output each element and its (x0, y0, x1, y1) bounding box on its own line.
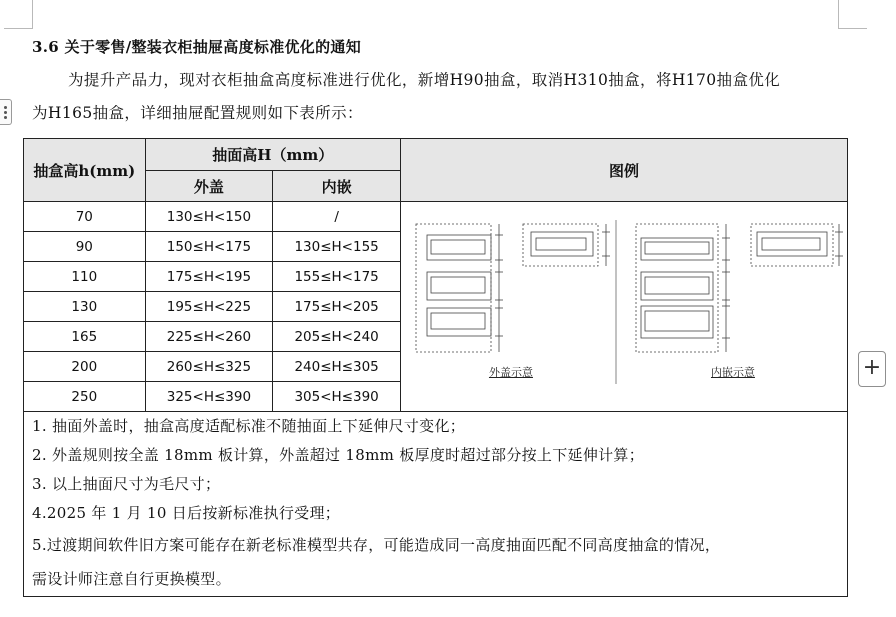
cell-inset: 305<H≤390 (273, 382, 401, 412)
header-overlay: 外盖 (145, 171, 273, 202)
note-2: 2. 外盖规则按全盖 18mm 板计算，外盖超过 18mm 板厚度时超过部分按上下延伸计算； (32, 446, 645, 464)
add-button[interactable] (858, 351, 886, 387)
cell-box-height: 250 (24, 382, 146, 412)
header-legend: 图例 (400, 139, 847, 202)
overlay-detail-outline (523, 224, 598, 266)
note-1: 1. 抽面外盖时，抽盒高度适配标准不随抽面上下延伸尺寸变化； (32, 417, 466, 435)
intro-paragraph-line-1: 为提升产品力，现对衣柜抽盒高度标准进行优化，新增H90抽盒，取消H310抽盒，将H170抽盒优化 (68, 71, 781, 89)
inset-drawer-2 (641, 272, 713, 300)
overlay-drawer-2 (427, 272, 491, 300)
overlay-drawer-3-box (431, 313, 485, 329)
cell-inset: 240≤H≤305 (273, 352, 401, 382)
cell-overlay: 225≤H<260 (145, 322, 273, 352)
cell-box-height: 110 (24, 262, 146, 292)
header-inset: 内嵌 (273, 171, 401, 202)
cell-inset: 205≤H<240 (273, 322, 401, 352)
cell-box-height: 200 (24, 352, 146, 382)
note-5-continued: 需设计师注意自行更换模型。 (32, 570, 231, 588)
drawer-diagram (401, 202, 846, 410)
inset-drawer-2-box (645, 277, 709, 294)
header-panel-height: 抽面高H（mm） (145, 139, 400, 171)
header-box-height: 抽盒高h(mm) (24, 139, 146, 202)
note-4: 4.2025 年 1 月 10 日后按新标准执行受理； (32, 504, 341, 522)
overlay-drawer-2-box (431, 277, 485, 293)
inset-cabinet-outline (636, 224, 718, 352)
legend-figure (401, 202, 846, 410)
cell-overlay: 195≤H<225 (145, 292, 273, 322)
overlay-drawer-1-box (431, 240, 485, 254)
drawer-spec-table (23, 138, 848, 597)
drag-handle-icon[interactable] (0, 99, 12, 125)
inset-detail-drawer (757, 232, 827, 256)
overlay-drawer-3 (427, 308, 491, 336)
inset-detail-outline (751, 224, 833, 266)
table-row (24, 202, 848, 232)
overlay-drawer-1 (427, 235, 491, 260)
intro-paragraph-line-2: 为H165抽盒，详细抽屉配置规则如下表所示： (32, 104, 363, 122)
note-5: 5.过渡期间软件旧方案可能存在新老标准模型共存，可能造成同一高度抽面匹配不同高度抽盒的情况， (32, 536, 721, 554)
inset-drawer-1-box (645, 242, 709, 254)
overlay-detail-box (536, 238, 586, 250)
inset-drawer-1 (641, 238, 713, 260)
cell-inset: 175≤H<205 (273, 292, 401, 322)
cell-overlay: 260≤H≤325 (145, 352, 273, 382)
inset-drawer-3-box (645, 311, 709, 331)
cell-inset: / (273, 202, 401, 232)
cell-inset: 155≤H<175 (273, 262, 401, 292)
page-corner-mark-right (838, 0, 867, 29)
cell-overlay: 175≤H<195 (145, 262, 273, 292)
cell-box-height: 130 (24, 292, 146, 322)
legend-overlay-caption: 外盖示意 (488, 366, 533, 379)
note-3: 3. 以上抽面尺寸为毛尺寸； (32, 475, 221, 493)
cell-overlay: 150≤H<175 (145, 232, 273, 262)
cell-box-height: 70 (24, 202, 146, 232)
legend-illustration-cell (400, 202, 847, 412)
page-corner-mark-left (4, 0, 33, 29)
cell-overlay: 130≤H<150 (145, 202, 273, 232)
inset-detail-box (762, 238, 820, 250)
section-heading: 3.6 关于零售/整装衣柜抽屉高度标准优化的通知 (32, 38, 361, 56)
cell-inset: 130≤H<155 (273, 232, 401, 262)
plus-icon: + (862, 355, 882, 380)
cell-box-height: 165 (24, 322, 146, 352)
notes-cell (24, 412, 848, 597)
legend-inset-caption: 内嵌示意 (710, 366, 755, 379)
cell-box-height: 90 (24, 232, 146, 262)
cell-overlay: 325<H≤390 (145, 382, 273, 412)
overlay-detail-drawer (531, 232, 593, 256)
